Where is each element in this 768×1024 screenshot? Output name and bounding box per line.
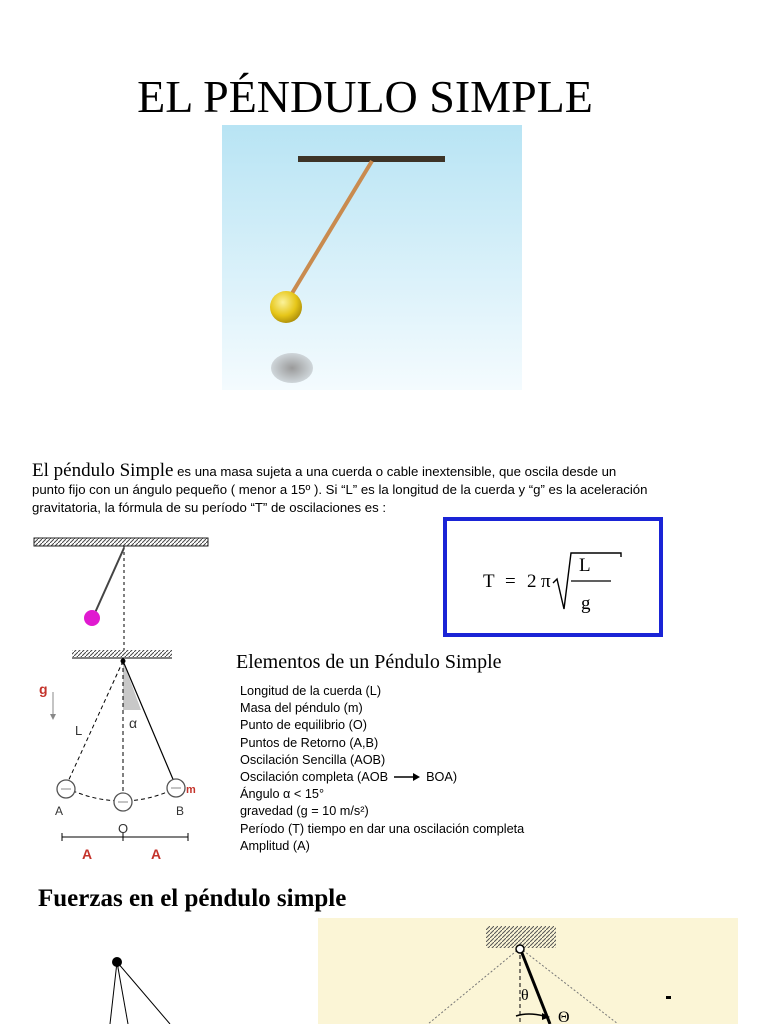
hero-pendulum-illustration (222, 125, 522, 390)
formula-coef: 2 (527, 571, 537, 592)
label-A: A (55, 804, 64, 818)
labelled-pendulum-diagram (30, 648, 215, 868)
page-title: EL PÉNDULO SIMPLE (137, 71, 593, 122)
elements-list (240, 683, 524, 855)
label-alpha: α (129, 715, 138, 731)
formula-denominator: g (581, 593, 591, 614)
arrow-right-icon (394, 769, 420, 786)
intro-line-3: gravitatoria, la fórmula de su período “T” de oscilaciones es : (32, 500, 387, 515)
list-item: Masa del péndulo (m) (240, 701, 363, 716)
hero-bob (270, 291, 302, 323)
label-B: B (176, 804, 185, 818)
hero-bob-shadow (271, 353, 313, 383)
formula-pi: π (541, 571, 551, 592)
intro-line-1: es una masa sujeta a una cuerda o cable inextensible, que oscila desde un (173, 464, 617, 479)
list-item: Amplitud (A) (240, 838, 310, 853)
label-O: O (118, 821, 129, 836)
period-formula (447, 521, 659, 633)
label-amplitude-right: A (151, 846, 162, 862)
small-string (94, 548, 124, 615)
ceiling-hatch (72, 650, 172, 657)
elements-title: Elementos de un Péndulo Simple (236, 651, 502, 673)
formula-box (443, 517, 663, 637)
complete-oscillation-end: BOA) (426, 770, 458, 785)
small-pendulum-diagram (30, 535, 220, 650)
intro-line-2: punto fijo con un ángulo pequeño ( menor a 15º ). Si “L” es la longitud de la cuerda y “g” es la aceleración (32, 482, 648, 497)
label-theta-2: Θ (558, 1009, 570, 1024)
small-bob (84, 610, 100, 626)
list-item: Ángulo α < 15° (240, 787, 325, 802)
complete-oscillation-start: Oscilación completa (AOB (240, 770, 389, 785)
label-amplitude-left: A (82, 846, 93, 862)
label-L: L (75, 723, 83, 738)
label-theta: θ (521, 987, 529, 1004)
list-item: Puntos de Retorno (A,B) (240, 735, 379, 750)
list-item (240, 769, 524, 786)
formula-T: T (483, 571, 495, 592)
list-item: Punto de equilibrio (O) (240, 718, 367, 733)
intro-lead: El péndulo Simple (32, 460, 174, 481)
formula-numerator: L (579, 555, 591, 576)
formula-equals: = (505, 571, 516, 592)
list-item: gravedad (g = 10 m/s²) (240, 804, 369, 819)
forces-diagram-right (318, 918, 738, 1024)
label-g: g (39, 681, 48, 697)
list-item: Longitud de la cuerda (L) (240, 684, 382, 698)
list-item: Oscilación Sencilla (AOB) (240, 752, 386, 767)
small-ceiling (34, 538, 208, 546)
intro-paragraph (32, 462, 732, 517)
forces-diagram-left (60, 945, 220, 1024)
label-m: m (186, 784, 196, 796)
forces-title: Fuerzas en el péndulo simple (38, 885, 347, 912)
list-item: Período (T) tiempo en dar una oscilación completa (240, 821, 525, 836)
forces-pivot (516, 945, 524, 953)
